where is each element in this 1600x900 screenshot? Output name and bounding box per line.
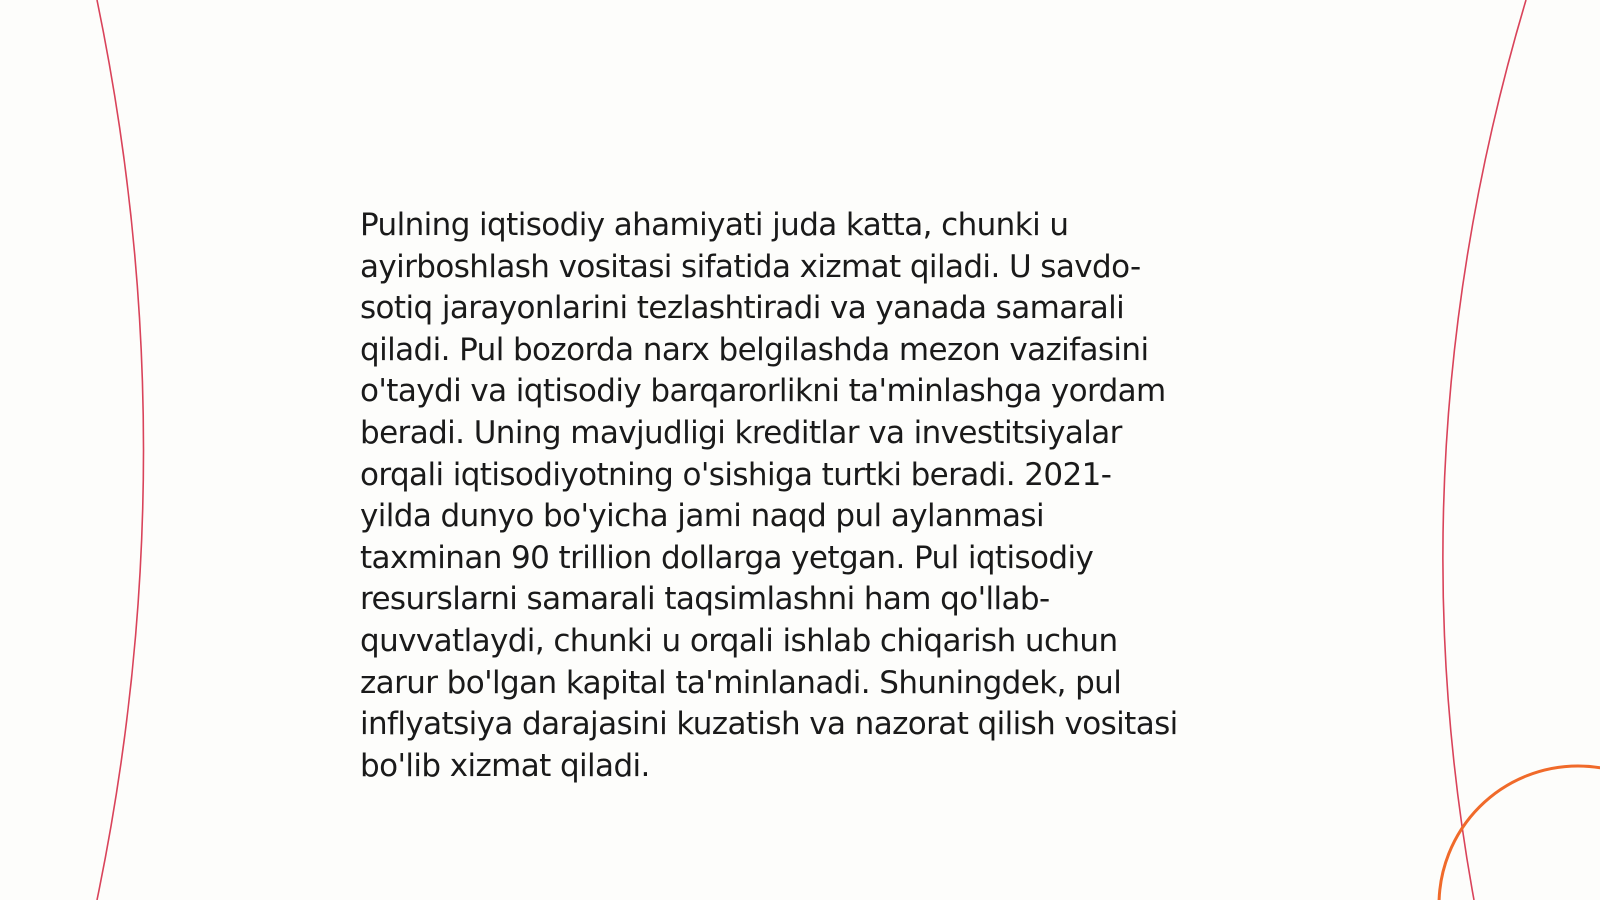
paragraph-line: qiladi. Pul bozorda narx belgilashda mezon vazifasini: [360, 331, 1149, 368]
paragraph-line: bo'lib xizmat qiladi.: [360, 747, 650, 784]
left-curve-line: [97, 0, 144, 900]
paragraph-line: ayirboshlash vositasi sifatida xizmat qiladi. U savdo-: [360, 248, 1141, 285]
paragraph-line: sotiq jarayonlarini tezlashtiradi va yanada samarali: [360, 290, 1125, 327]
paragraph-line: quvvatlaydi, chunki u orqali ishlab chiqarish uchun: [360, 622, 1118, 659]
paragraph-line: zarur bo'lgan kapital ta'minlanadi. Shuningdek, pul: [360, 664, 1122, 701]
paragraph-line: taxminan 90 trillion dollarga yetgan. Pul iqtisodiy: [360, 539, 1094, 576]
paragraph-line: orqali iqtisodiyotning o'sishiga turtki beradi. 2021-: [360, 456, 1112, 493]
paragraph-line: o'taydi va iqtisodiy barqarorlikni ta'minlashga yordam: [360, 373, 1166, 410]
paragraph-line: beradi. Uning mavjudligi kreditlar va investitsiyalar: [360, 414, 1122, 451]
paragraph-line: yilda dunyo bo'yicha jami naqd pul aylanmasi: [360, 498, 1044, 535]
slide-paragraph: [360, 205, 1250, 787]
right-curve-line: [1443, 0, 1526, 900]
paragraph-line: Pulning iqtisodiy ahamiyati juda katta, chunki u: [360, 207, 1069, 243]
paragraph-line: inflyatsiya darajasini kuzatish va nazorat qilish vositasi: [360, 706, 1178, 743]
paragraph-line: resurslarni samarali taqsimlashni ham qo'llab-: [360, 581, 1050, 618]
